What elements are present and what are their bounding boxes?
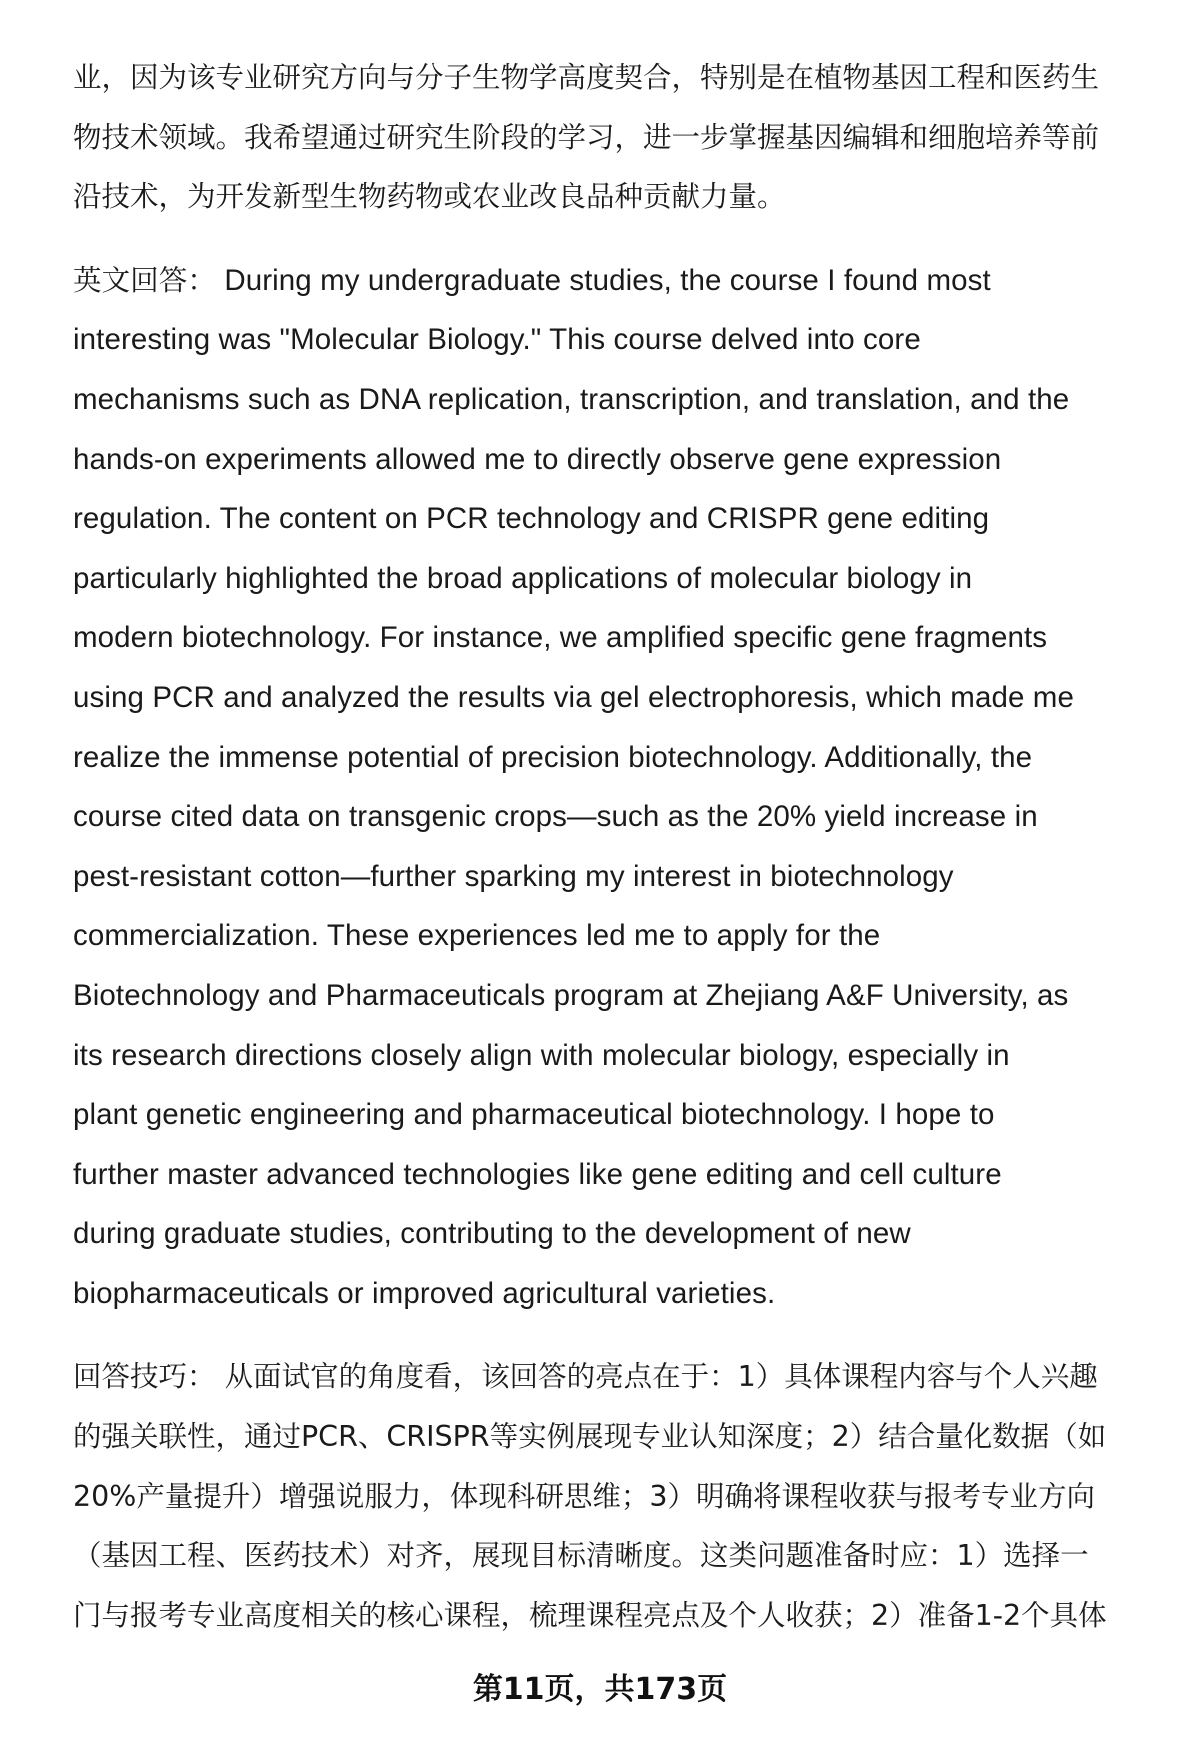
text-line: （基因工程、医药技术）对齐，展现目标清晰度。这类问题准备时应：1）选择一 — [73, 1539, 1089, 1573]
text-line: 20%产量提升）增强说服力，体现科研思维；3）明确将课程收获与报考专业方向 — [73, 1479, 1095, 1513]
tips-label: 回答技巧： — [73, 1360, 216, 1394]
text-line: 业，因为该专业研究方向与分子生物学高度契合，特别是在植物基因工程和医药生 — [73, 61, 1100, 94]
text-line: hands-on experiments allowed me to directly observe gene expression — [73, 442, 1002, 476]
text-line: particularly highlighted the broad applications of molecular biology in — [73, 561, 973, 595]
text-line — [73, 1347, 1151, 1407]
text-line: commercialization. These experiences led me to apply for the — [73, 919, 881, 953]
tips-paragraph — [73, 1347, 1151, 1645]
english-answer-first-line: During my undergraduate studies, the course I found most — [224, 263, 991, 297]
text-line: further master advanced technologies like gene editing and cell culture — [73, 1157, 1002, 1191]
text-line: 门与报考专业高度相关的核心课程，梳理课程亮点及个人收获；2）准备1-2个具体 — [73, 1598, 1107, 1632]
tips-first-line: 从面试官的角度看，该回答的亮点在于：1）具体课程内容与个人兴趣 — [224, 1360, 1098, 1394]
text-line: regulation. The content on PCR technology and CRISPR gene editing — [73, 502, 990, 536]
text-line: Biotechnology and Pharmaceuticals program at Zhejiang A&F University, as — [73, 978, 1069, 1012]
text-line: 的强关联性，通过PCR、CRISPR等实例展现专业认知深度；2）结合量化数据（如 — [73, 1420, 1107, 1454]
english-answer-paragraph — [73, 251, 1151, 1324]
text-line: interesting was "Molecular Biology." This course delved into core — [73, 323, 921, 357]
page-number-footer: 第11页，共173页 — [472, 1672, 728, 1707]
text-line: mechanisms such as DNA replication, transcription, and translation, and the — [73, 382, 1070, 416]
text-line: using PCR and analyzed the results via gel electrophoresis, which made me — [73, 680, 1074, 714]
continuation-paragraph — [73, 48, 1151, 227]
text-line: during graduate studies, contributing to the development of new — [73, 1217, 911, 1251]
text-line: biopharmaceuticals or improved agricultural varieties. — [73, 1276, 776, 1310]
text-line: course cited data on transgenic crops—such as the 20% yield increase in — [73, 800, 1038, 834]
text-line: realize the immense potential of precision biotechnology. Additionally, the — [73, 740, 1033, 774]
text-line: its research directions closely align with molecular biology, especially in — [73, 1038, 1010, 1072]
document-page — [73, 48, 1151, 1645]
english-answer-label: 英文回答： — [73, 263, 217, 297]
text-line: pest-resistant cotton—further sparking my interest in biotechnology — [73, 859, 954, 893]
text-line: modern biotechnology. For instance, we amplified specific gene fragments — [73, 621, 1048, 655]
text-line: 物技术领域。我希望通过研究生阶段的学习，进一步掌握基因编辑和细胞培养等前 — [73, 120, 1100, 154]
text-line: 沿技术，为开发新型生物药物或农业改良品种贡献力量。 — [73, 180, 786, 214]
text-line: plant genetic engineering and pharmaceutical biotechnology. I hope to — [73, 1098, 995, 1132]
text-line — [73, 251, 1151, 311]
